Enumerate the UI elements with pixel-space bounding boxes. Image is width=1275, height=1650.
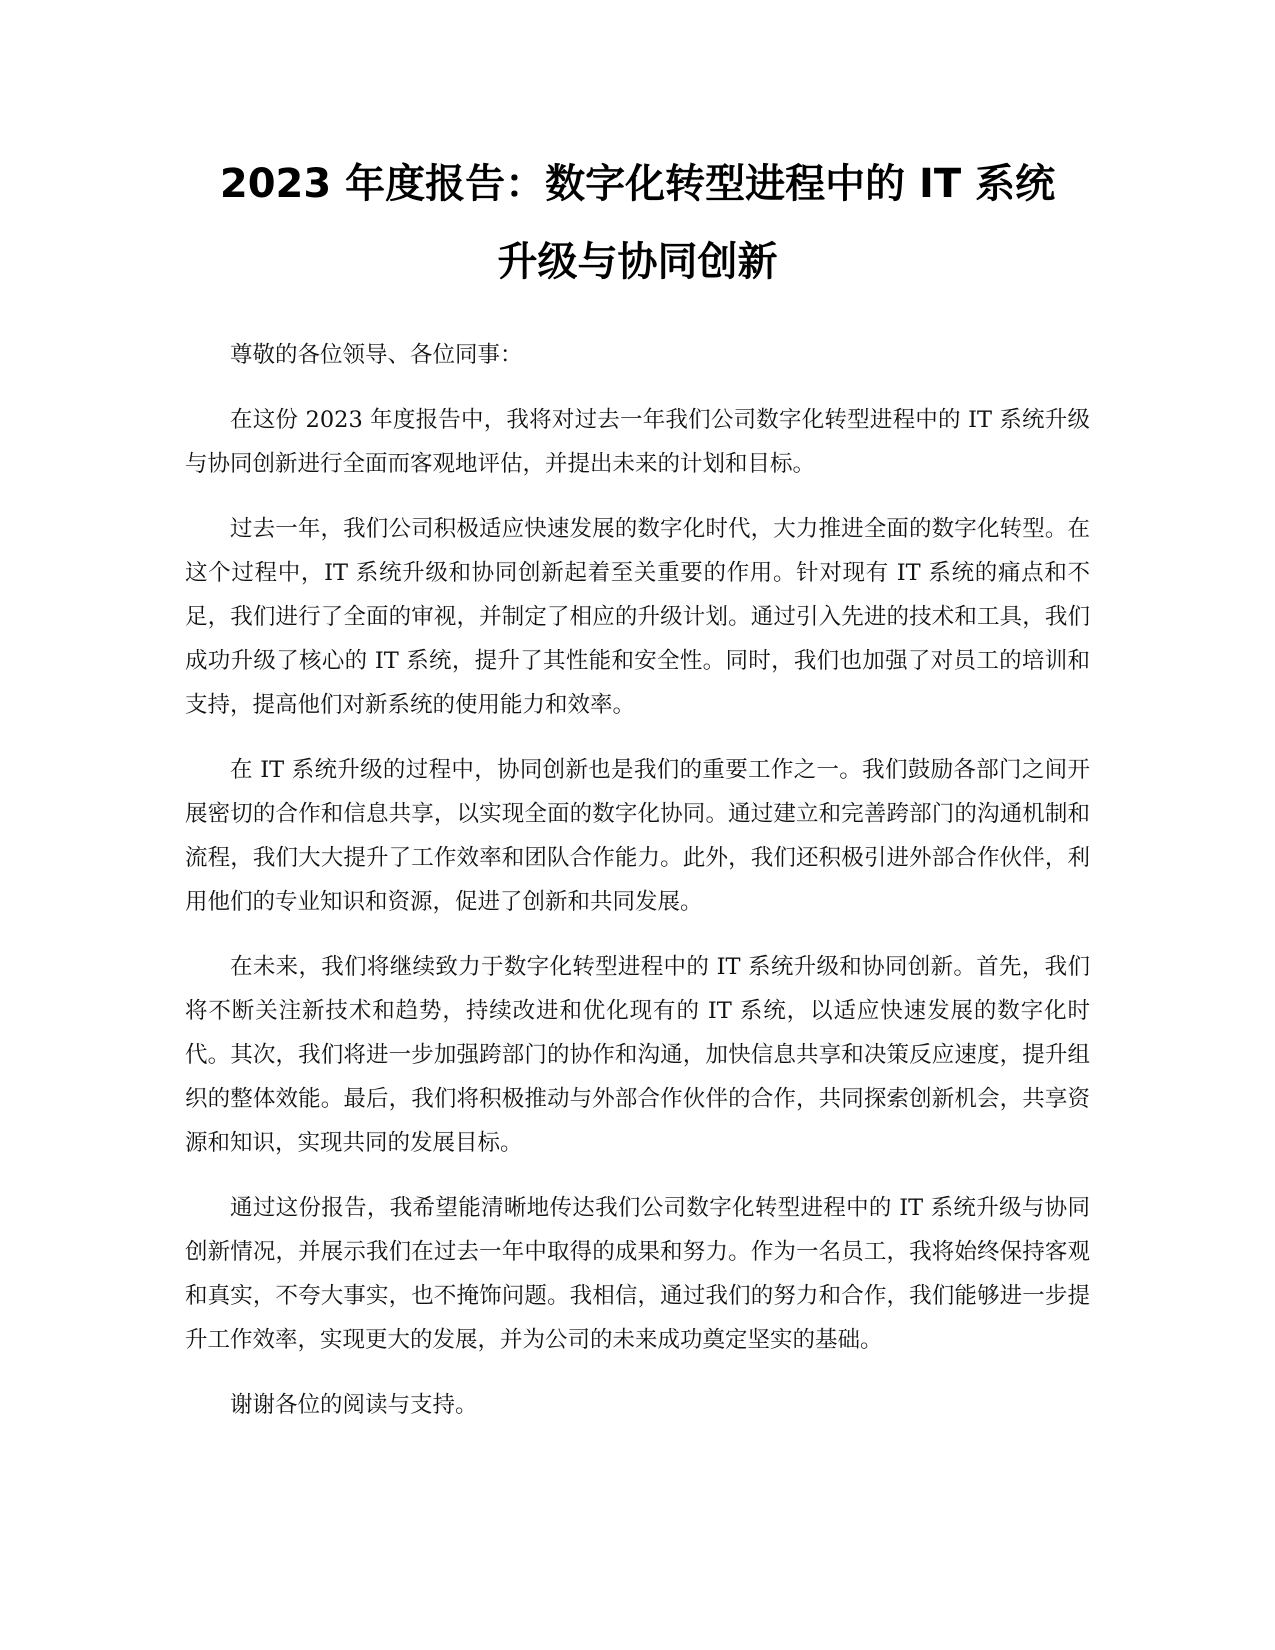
document-page (185, 145, 1090, 1448)
paragraph-future: 在未来，我们将继续致力于数字化转型进程中的 IT 系统升级和协同创新。首先，我们将不断关注新技术和趋势，持续改进和优化现有的 IT 系统，以适应快速发展的数字化时代。其次，我们将进一步加强跨部门的协作和沟通，加快信息共享和决策反应速度，提升组织的整体效能。最后，我们将积极推动与外部合作伙伴的合作，共同探索创新机会，共享资源和知识，实现共同的发展目标。 (185, 954, 1090, 1156)
paragraph-summary: 通过这份报告，我希望能清晰地传达我们公司数字化转型进程中的 IT 系统升级与协同创新情况，并展示我们在过去一年中取得的成果和努力。作为一名员工，我将始终保持客观和真实，不夸大事实，也不掩饰问题。我相信，通过我们的努力和合作，我们能够进一步提升工作效率，实现更大的发展，并为公司的未来成功奠定坚实的基础。 (185, 1195, 1090, 1353)
paragraph-collaboration: 在 IT 系统升级的过程中，协同创新也是我们的重要工作之一。我们鼓励各部门之间开展密切的合作和信息共享，以实现全面的数字化协同。通过建立和完善跨部门的沟通机制和流程，我们大大提升了工作效率和团队合作能力。此外，我们还积极引进外部合作伙伴，利用他们的专业知识和资源，促进了创新和共同发展。 (185, 757, 1090, 915)
document-title (185, 145, 1090, 301)
paragraph-intro: 在这份 2023 年度报告中，我将对过去一年我们公司数字化转型进程中的 IT 系统升级与协同创新进行全面而客观地评估，并提出未来的计划和目标。 (185, 407, 1090, 477)
title-line-1: 2023 年度报告：数字化转型进程中的 IT 系统 (219, 161, 1056, 207)
document-body (185, 333, 1090, 1427)
closing-line: 谢谢各位的阅读与支持。 (230, 1392, 478, 1418)
salutation: 尊敬的各位领导、各位同事： (230, 342, 523, 368)
title-line-2: 升级与协同创新 (497, 239, 778, 285)
paragraph-past-year: 过去一年，我们公司积极适应快速发展的数字化时代，大力推进全面的数字化转型。在这个过程中，IT 系统升级和协同创新起着至关重要的作用。针对现有 IT 系统的痛点和不足，我们进行了全面的审视，并制定了相应的升级计划。通过引入先进的技术和工具，我们成功升级了核心的 IT 系统，提升了其性能和安全性。同时，我们也加强了对员工的培训和支持，提高他们对新系统的使用能力和效率。 (185, 516, 1090, 718)
